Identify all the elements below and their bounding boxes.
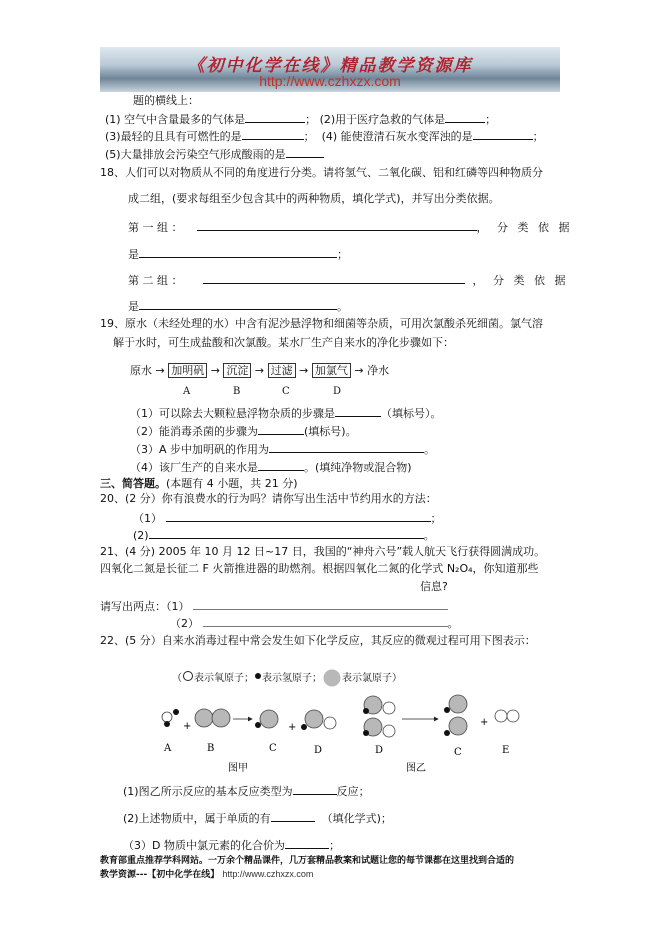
flow-end: 净水 — [367, 364, 390, 377]
banner-url: http://www.czhxzx.com — [259, 73, 401, 89]
punct: ； — [485, 113, 497, 126]
q21-line3: 信息? — [420, 580, 448, 593]
blank[interactable] — [258, 423, 304, 435]
blank[interactable] — [203, 272, 465, 284]
flow-step-b: 沉淀 — [223, 363, 251, 378]
blank[interactable] — [258, 459, 304, 471]
basis-label: ， 分 类 依 据 — [476, 221, 573, 234]
q21-line2: 四氧化二氮是长征二 F 火箭推进器的助燃剂。根据四氧化二氮的化学式 N₂O₄，你知道那些 — [100, 562, 539, 575]
blank[interactable] — [285, 837, 329, 849]
q20-a1 — [133, 510, 442, 526]
text: （3）A 步中加明矾的作用为 — [130, 443, 270, 456]
q18-group1 — [128, 219, 573, 235]
q21-line1: 21、(4 分) 2005 年 10 月 12 日~17 日，我国的“神舟六号”载人航天飞行获得圆满成功。 — [100, 545, 546, 558]
is-label: 是 — [128, 248, 139, 261]
q22-line1: 22、(5 分）自来水消毒过程中常会发生如下化学反应，其反应的微观过程可用下图表示： — [100, 634, 536, 647]
q21-a1 — [100, 598, 448, 614]
blank[interactable] — [139, 298, 337, 310]
caption-jia: 图甲 — [228, 763, 248, 774]
blank[interactable] — [445, 111, 485, 123]
plus-sign: + — [288, 722, 297, 733]
punct: ； — [337, 248, 348, 261]
q21-a2 — [170, 615, 459, 631]
text: （4）该厂生产的自来水是 — [130, 461, 258, 474]
q17-p3: (3)最轻的且具有可燃性的是 — [105, 130, 242, 143]
punct: 。 — [423, 529, 435, 542]
q22-s2 — [123, 810, 392, 826]
q17-p1: (1) 空气中含量最多的气体是 — [105, 113, 246, 126]
legend-chlorine: 表示氯原子 — [342, 673, 392, 684]
flow-diagram: 原水 → 加明矾 → 沉淀 → 过滤 → 加氯气 → 净水 — [130, 364, 390, 377]
q22-s1 — [123, 783, 370, 799]
basis-label: ， 分 类 依 据 — [472, 274, 569, 287]
group2-label: 第 二 组 ： — [128, 274, 183, 287]
text: （3）D 物质中氯元素的化合价为 — [123, 839, 285, 852]
footer-line2 — [100, 867, 313, 882]
q19-line1: 19、原水（未经处理的水）中含有泥沙悬浮物和细菌等杂质，可用次氯酸杀死细菌。氯气溶 — [100, 317, 543, 330]
label-c: C — [454, 747, 462, 758]
flow-step-c: 过滤 — [268, 363, 296, 378]
label-d: D — [375, 745, 384, 756]
section-note: (本题有 4 小题，共 21 分) — [166, 477, 298, 490]
flow-step-a: 加明矾 — [168, 363, 207, 378]
banner — [100, 47, 560, 92]
blank[interactable] — [203, 615, 448, 627]
punct: ； — [430, 512, 442, 525]
molecule-a-oxygen — [162, 712, 172, 722]
blank[interactable] — [335, 405, 381, 417]
footer-text: 教学资源---【初中化学在线】 — [100, 870, 220, 880]
q18-line2: 成二组，(要求每组至少包含其中的两种物质，填化学式)，并写出分类依据。 — [128, 192, 500, 205]
text: 。(填纯净物或混合物) — [304, 461, 412, 474]
blank[interactable] — [149, 527, 424, 539]
legend-hydrogen: 表示氢原子； — [262, 673, 322, 684]
label-a: A — [164, 743, 172, 754]
legend-oxygen: 表示氧原子； — [194, 673, 254, 684]
q17-p2: (2)用于医疗急救的气体是 — [319, 113, 446, 126]
text: 。 — [424, 443, 436, 456]
molecule-e — [495, 710, 507, 722]
text: （填化学式)； — [321, 812, 392, 825]
blank[interactable] — [242, 128, 304, 140]
flow-label-b: B — [233, 386, 241, 397]
plus-sign: + — [480, 717, 489, 728]
is-label: 是 — [128, 300, 139, 313]
text: （填标号）。 — [381, 407, 442, 420]
blank[interactable] — [193, 598, 448, 610]
text: ） — [392, 673, 402, 684]
punct: ； — [303, 130, 315, 143]
q20-a2 — [133, 527, 435, 543]
molecule-d — [305, 710, 323, 728]
text: （2） — [170, 617, 199, 630]
q19-s2 — [130, 423, 357, 439]
text: ； — [328, 839, 340, 852]
blank[interactable] — [166, 510, 431, 522]
q18-group2 — [128, 272, 568, 288]
footer-line1: 教育部重点推荐学科网站。一万余个精品课件，几万套精品教案和试题让您的每节课都在这里找到合适的 — [100, 856, 515, 866]
blank[interactable] — [293, 783, 337, 795]
q17-p4: (4) 能使澄清石灰水变浑浊的是 — [321, 130, 473, 143]
flow-step-d: 加氯气 — [312, 363, 351, 378]
q17-line2 — [105, 128, 544, 144]
text: （1）可以除去大颗粒悬浮物杂质的步骤是 — [130, 407, 335, 420]
q18-basis1 — [128, 246, 348, 262]
text: (填标号)。 — [304, 425, 357, 438]
q19-s3 — [130, 441, 435, 457]
text: 反应； — [336, 785, 370, 798]
blank[interactable] — [271, 810, 315, 822]
molecule-c — [260, 710, 278, 728]
q22-s3 — [123, 837, 340, 853]
label-d: D — [314, 745, 323, 756]
blank[interactable] — [286, 146, 324, 158]
section-title: 三、简答题。 — [100, 477, 166, 490]
punct: 。 — [337, 300, 348, 313]
flow-label-c: C — [282, 386, 290, 397]
punct: ； — [532, 130, 544, 143]
q19-line2: 解于水时，可生成盐酸和次氯酸。某水厂生产自来水的净化步骤如下： — [113, 336, 454, 349]
flow-label-d: D — [333, 386, 342, 397]
blank[interactable] — [269, 441, 424, 453]
text: （1） — [133, 512, 162, 525]
q19-s4 — [130, 459, 412, 475]
text: （ — [172, 673, 182, 684]
q17-line1 — [105, 111, 496, 127]
banner-title: 《初中化学在线》精品教学资源库 — [187, 56, 473, 76]
text: (1)图乙所示反应的基本反应类型为 — [123, 785, 293, 798]
molecule-b — [195, 709, 213, 727]
flow-label-a: A — [183, 386, 191, 397]
label-c: C — [269, 743, 277, 754]
plus-sign: + — [183, 721, 192, 732]
punct: ； — [305, 113, 317, 126]
label-b: B — [207, 743, 215, 754]
label-e: E — [502, 745, 510, 756]
footer-link[interactable]: http://www.czhxzx.com — [222, 869, 314, 879]
text: （2）能消毒杀菌的步骤为 — [130, 425, 258, 438]
caption-yi: 图乙 — [406, 763, 426, 774]
text: (2) — [133, 529, 149, 542]
group1-label: 第 一 组 ： — [128, 221, 183, 234]
q19-s1 — [130, 405, 442, 421]
blank[interactable] — [139, 246, 337, 258]
q17-line3 — [105, 146, 324, 162]
blank[interactable] — [197, 219, 477, 231]
q18-basis2 — [128, 298, 348, 314]
q20-line1: 20、(2 分）你有浪费水的行为吗？请你写出生活中节约用水的方法： — [100, 492, 437, 505]
blank[interactable] — [473, 128, 533, 140]
blank[interactable] — [245, 111, 305, 123]
reaction-diagram — [95, 650, 565, 780]
q17-p5: (5)大量排放会污染空气形成酸雨的是 — [105, 148, 286, 161]
flow-start: 原水 — [130, 364, 152, 377]
section3-heading — [100, 477, 298, 491]
q18-line1: 18、人们可以对物质从不同的角度进行分类。请将氢气、二氧化碳、铝和红磷等四种物质分 — [100, 166, 543, 179]
text: 请写出两点：（1） — [100, 600, 190, 613]
q17-intro: 题的横线上： — [133, 94, 199, 107]
punct: 。 — [447, 617, 459, 630]
text: (2)上述物质中，属于单质的有 — [123, 812, 271, 825]
